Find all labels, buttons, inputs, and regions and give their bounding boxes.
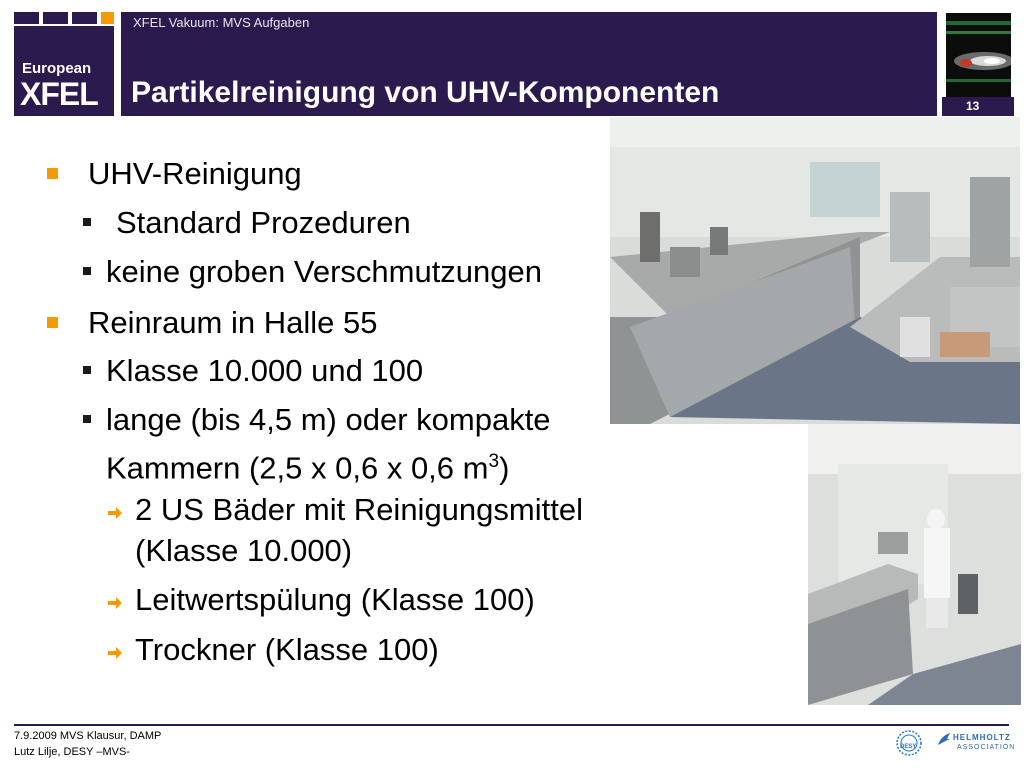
slide-title: Partikelreinigung von UHV-Komponenten xyxy=(131,76,720,109)
logo-square-icon xyxy=(72,12,97,24)
page-number: 13 xyxy=(966,99,980,113)
black-square-bullet-icon xyxy=(83,415,91,423)
european-xfel-logo xyxy=(14,26,114,116)
logo-square-orange-icon xyxy=(101,12,114,24)
black-square-bullet-icon xyxy=(83,218,91,226)
black-square-bullet-icon xyxy=(83,267,91,275)
bullet-trockner: Trockner (Klasse 100) xyxy=(135,632,439,667)
bullet-lange-kompakte: lange (bis 4,5 m) oder kompakte xyxy=(106,402,551,437)
orange-arrow-bullet-icon xyxy=(107,506,123,520)
logo-square-icon xyxy=(43,12,68,24)
footer-author: Lutz Lilje, DESY –MVS- xyxy=(14,746,130,758)
desy-logo xyxy=(896,730,922,756)
orange-arrow-bullet-icon xyxy=(107,596,123,610)
logo-square-icon xyxy=(14,12,39,24)
kammern-superscript: 3 xyxy=(488,451,500,472)
orange-square-bullet-icon xyxy=(47,317,58,328)
bullet-kammern xyxy=(106,444,509,486)
helmholtz-logo-icon xyxy=(936,731,952,747)
bullet-reinraum: Reinraum in Halle 55 xyxy=(88,305,378,340)
bullet-us-baeder: 2 US Bäder mit Reinigungsmittel xyxy=(135,492,583,527)
orange-arrow-bullet-icon xyxy=(107,646,123,660)
bullet-keine-verschmutzungen: keine groben Verschmutzungen xyxy=(106,254,543,289)
desy-logo-text: DESY xyxy=(900,744,917,750)
bullet-klasse: Klasse 10.000 und 100 xyxy=(106,353,424,388)
kammern-close: ) xyxy=(499,450,510,486)
kammern-text: Kammern (2,5 x 0,6 x 0,6 m xyxy=(106,450,489,486)
black-square-bullet-icon xyxy=(83,366,91,374)
decorative-beam-image xyxy=(946,13,1011,97)
footer-date-event: 7.9.2009 MVS Klausur, DAMP xyxy=(14,730,162,742)
orange-square-bullet-icon xyxy=(47,168,58,179)
helmholtz-logo-text2: ASSOCIATION xyxy=(957,744,1016,751)
bullet-uhv-reinigung: UHV-Reinigung xyxy=(88,156,302,191)
logo-text-line1: European xyxy=(22,60,92,77)
bullet-us-baeder-klasse: (Klasse 10.000) xyxy=(135,533,353,568)
cleanroom-person-photo xyxy=(808,424,1021,705)
bullet-standard-prozeduren: Standard Prozeduren xyxy=(116,205,411,240)
helmholtz-logo-text1: HELMHOLTZ xyxy=(953,733,1011,742)
slide-subtitle: XFEL Vakuum: MVS Aufgaben xyxy=(133,15,310,30)
logo-text-line2: XFEL xyxy=(20,76,98,112)
cleanroom-photo xyxy=(610,117,1020,424)
footer-line xyxy=(14,724,1009,726)
bullet-leitwertspuelung: Leitwertspülung (Klasse 100) xyxy=(135,582,535,617)
